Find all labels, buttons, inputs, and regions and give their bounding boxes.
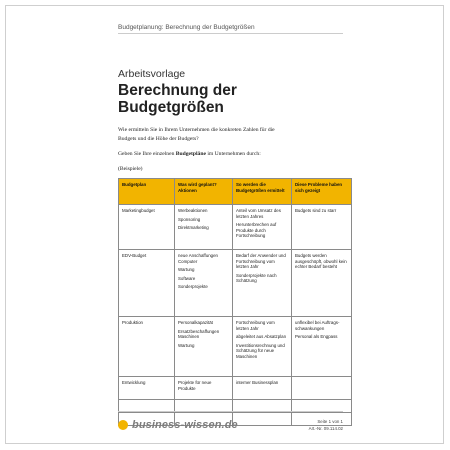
table-row (119, 250, 352, 317)
article-number: Art.-Nr. 09.114.02 (308, 426, 343, 431)
problems-cell (292, 205, 352, 250)
intro-question-line-2: Budgets und die Höhe der Budgets? (118, 136, 199, 142)
footer-divider (118, 411, 343, 412)
cell-entry: Sonderprojekte nach Schätzung (236, 272, 277, 284)
cell-entry: Personal als Engpass (295, 334, 338, 340)
cell-entry: Projekte für neue Produkte (178, 380, 212, 391)
cell-entry: Software (178, 275, 196, 281)
table-row (119, 317, 352, 377)
problems-cell (292, 317, 352, 377)
instruction-bold: Budgetpläne (175, 151, 206, 157)
instruction-line (118, 150, 358, 159)
actions-cell (175, 377, 233, 400)
actions-cell (175, 205, 233, 250)
problems-cell (292, 377, 352, 400)
cell-entry: Direktmarketing (178, 225, 209, 231)
table-body (119, 205, 352, 426)
method-cell (233, 205, 292, 250)
instruction-suffix: im Unternehmen durch: (205, 151, 261, 157)
empty-cell (233, 413, 292, 426)
cell-entry: Budgets werden ausgeschöpft, obwohl kein echter Bedarf besteht (295, 253, 347, 270)
cell-entry: Sponsoring (178, 216, 201, 222)
cell-entry: neue Anschaffungen Computer (178, 253, 218, 264)
page-title: Berechnung der Budgetgrößen (118, 82, 237, 116)
table-header-row (119, 179, 352, 205)
budgetplan-cell: EDV-Budget (119, 250, 175, 317)
intro-question-line-1: Wie ermitteln Sie in Ihrem Unternehmen die konkreten Zahlen für die (118, 127, 275, 133)
document-kicker: Arbeitsvorlage (118, 68, 186, 80)
cell-entry: Fortschreibung vom letzten Jahr (236, 320, 275, 331)
budgetplan-cell: Entwicklung (119, 377, 175, 400)
cell-entry: Herunterbrechen auf Produkte durch Fortschreibung (236, 222, 277, 239)
cell-entry: unflexibel bei Auftrags-schwankungen (295, 320, 340, 331)
problems-cell (292, 250, 352, 317)
cell-entry: Ersatzbeschaffungen Maschinen (178, 328, 220, 340)
example-note: (Beispiele) (118, 166, 143, 172)
column-header-budgetplan: Budgetplan (119, 179, 175, 205)
actions-cell (175, 317, 233, 377)
footer-meta (309, 418, 343, 432)
header-divider (118, 33, 343, 34)
table-row (119, 205, 352, 250)
logo-dot-icon (118, 420, 128, 430)
column-header-problems: Diese Probleme haben sich gezeigt (292, 179, 352, 205)
cell-entry: Bedarf der Anwender und Fortschreibung vom letzten Jahr (236, 253, 286, 270)
method-cell (233, 250, 292, 317)
intro-text (118, 126, 358, 174)
business-wissen-logo (118, 419, 238, 431)
budgetplan-cell: Produktion (119, 317, 175, 377)
running-header: Budgetplanung: Berechnung der Budgetgrößen (118, 24, 255, 31)
cell-entry: Werbeaktionen (178, 208, 208, 213)
cell-entry: Budgets sind zu starr (295, 208, 337, 213)
budgetplan-cell: Marketingbudget (119, 205, 175, 250)
method-cell (233, 377, 292, 400)
cell-entry: abgeleitet aus Absatzplan (236, 334, 287, 340)
cell-entry: interner Businessplan (236, 380, 279, 385)
cell-entry: Personalkapazität (178, 320, 213, 325)
table-row (119, 377, 352, 400)
column-header-actions: Was wird geplant? Aktionen (175, 179, 233, 205)
cell-entry: Anteil vom Umsatz des letzten Jahres (236, 208, 281, 219)
document-page (5, 5, 444, 444)
cell-entry: Sonderprojekte (178, 284, 208, 290)
column-header-method: So werden die Budgetgrößen ermittelt (233, 179, 292, 205)
actions-cell (175, 250, 233, 317)
cell-entry: Wartung (178, 267, 195, 273)
logo-wordmark: business-wissen.de (132, 419, 238, 431)
instruction-prefix: Geben Sie Ihre einzelnen (118, 151, 176, 157)
cell-entry: Wartung (178, 342, 195, 348)
page-number: Seite 1 von 1 (317, 419, 343, 424)
cell-entry: Investitionsrechnung und Schätzung für neue Maschinen (236, 342, 285, 359)
budget-plan-table (118, 178, 352, 426)
method-cell (233, 317, 292, 377)
